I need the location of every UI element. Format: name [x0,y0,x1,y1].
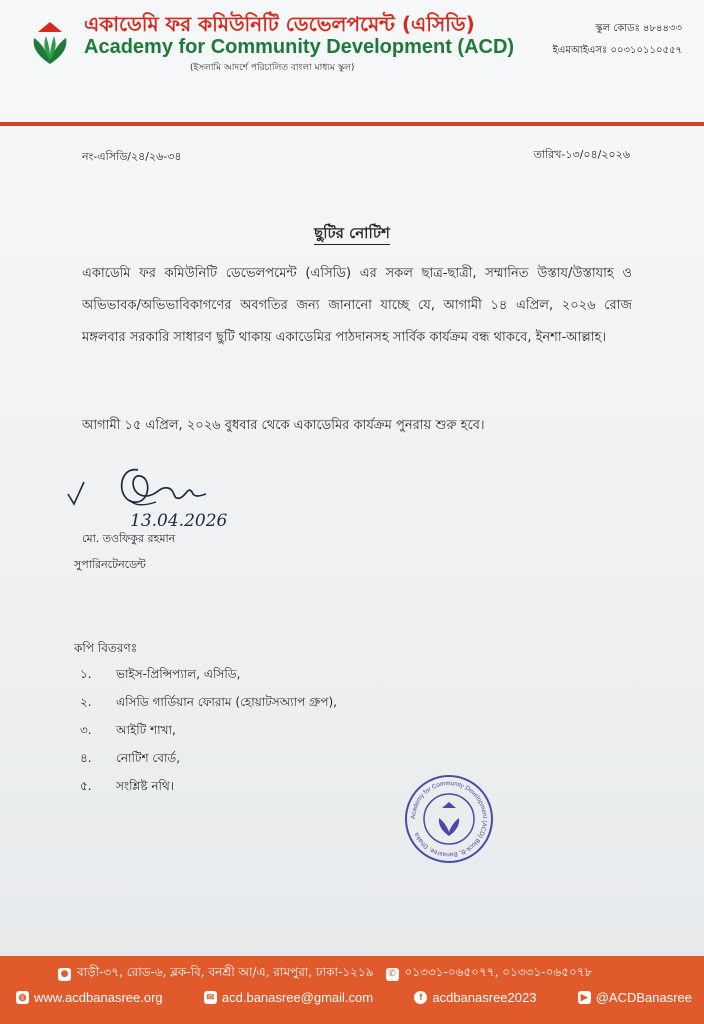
letterhead-footer [0,956,704,1024]
list-item-text: সংশ্লিষ্ট নথি। [116,779,175,793]
list-item-text: এসিডি গার্ডিয়ান ফোরাম (হোয়াটসঅ্যাপ গ্রুপ), [116,695,337,709]
footer-contact-row [58,964,592,984]
footer-website[interactable] [16,990,163,1005]
list-item-number: ৫. [80,779,92,793]
list-item-text: ভাইস-প্রিন্সিপ্যাল, এসিডি, [116,667,241,681]
signature-date: 13.04.2026 [130,511,228,531]
location-pin-icon: ● [58,968,71,981]
list-item-text: আইটি শাখা, [116,723,176,737]
copy-distribution-title: কপি বিতরণঃ [74,641,138,655]
email-icon: ✉ [204,991,217,1004]
footer-links-row [16,990,692,1005]
facebook-icon: f [414,991,427,1004]
institution-tagline: (ইসলামি আদর্শে পরিচালিত বাংলা মাধ্যম স্কুল) [190,63,355,73]
school-code: স্কুল কোডঃ ৪৮৪৪৩৩ [595,23,682,34]
svg-text:Academy for Community Developm: Academy for Community Development (ACD) Block-B, Banasree, Dhaka [409,779,489,859]
footer-youtube-text: @ACDBanasree [595,990,692,1005]
list-item-number: ৪. [80,751,92,765]
footer-email-text: acd.banasree@gmail.com [221,990,374,1005]
notice-date: তারিখ-১৩/০৪/২০২৬ [533,148,630,161]
list-item-number: ১. [80,667,92,681]
notice-title-text: ছুটির নোটিশ [314,224,390,245]
institution-name-bangla: একাডেমি ফর কমিউনিটি ডেভেলপমেন্ট (এসিডি) [84,12,475,36]
acd-logo-icon [28,20,72,66]
youtube-icon: ▶ [578,991,591,1004]
list-item-text: নোটিশ বোর্ড, [116,751,181,765]
footer-youtube[interactable] [578,990,692,1005]
handwritten-signature [60,456,260,536]
notice-paragraph-1: একাডেমি ফর কমিউনিটি ডেভেলপমেন্ট (এসিডি) এর সকল ছাত্র-ছাত্রী, সম্মানিত উস্তায/উস্তাযাহ ও অভিভাবক/অভিভাবিকাগণের অবগতির জন্য জানানো যাচ্ছে যে, আগামী ১৪ এপ্রিল, ২০২৬ রোজ মঙ্গলবার সরকারি সাধারণ ছুটি থাকায় একাডেমির পাঠদানসহ সার্বিক কার্যক্রম বন্ধ থাকবে, ইনশা-আল্লাহ। [82,266,632,345]
institution-seal-stamp [404,774,494,864]
footer-facebook[interactable] [414,990,536,1005]
notice-title [0,222,704,247]
phone-icon: ✆ [386,968,399,981]
footer-website-text: www.acdbanasree.org [34,990,163,1005]
notice-reference: নং-এসিডি/২৪/২৬-৩৪ [82,150,182,163]
footer-email[interactable] [204,990,373,1005]
institution-codes [553,18,682,62]
header-divider [0,122,704,126]
footer-phones: ০১৩৩১-০৬৫০৭৭, ০১৩৩১-০৬৫০৭৮ [404,965,593,979]
globe-icon: ◍ [16,991,29,1004]
list-item-number: ৩. [80,723,92,737]
notice-paragraph-2: আগামী ১৫ এপ্রিল, ২০২৬ বুধবার থেকে একাডেমির কার্যক্রম পুনরায় শুরু হবে। [82,418,485,433]
signer-designation: সুপারিনটেনডেন্ট [74,558,146,571]
signer-name: মো. তওফিকুর রহমান [82,532,176,545]
letterhead [0,0,704,120]
footer-facebook-text: acdbanasree2023 [432,990,537,1005]
footer-address: বাড়ী-৩৭, রোড-৬, ব্লক-বি, বনশ্রী আ/এ, রামপুরা, ঢাকা-১২১৯ [77,965,374,979]
eiin-code: ইএমআইএসঃ ০০৩১০১১০৫৫৭ [552,45,682,56]
institution-name-english: Academy for Community Development (ACD) [84,36,515,58]
list-item-number: ২. [80,695,92,709]
